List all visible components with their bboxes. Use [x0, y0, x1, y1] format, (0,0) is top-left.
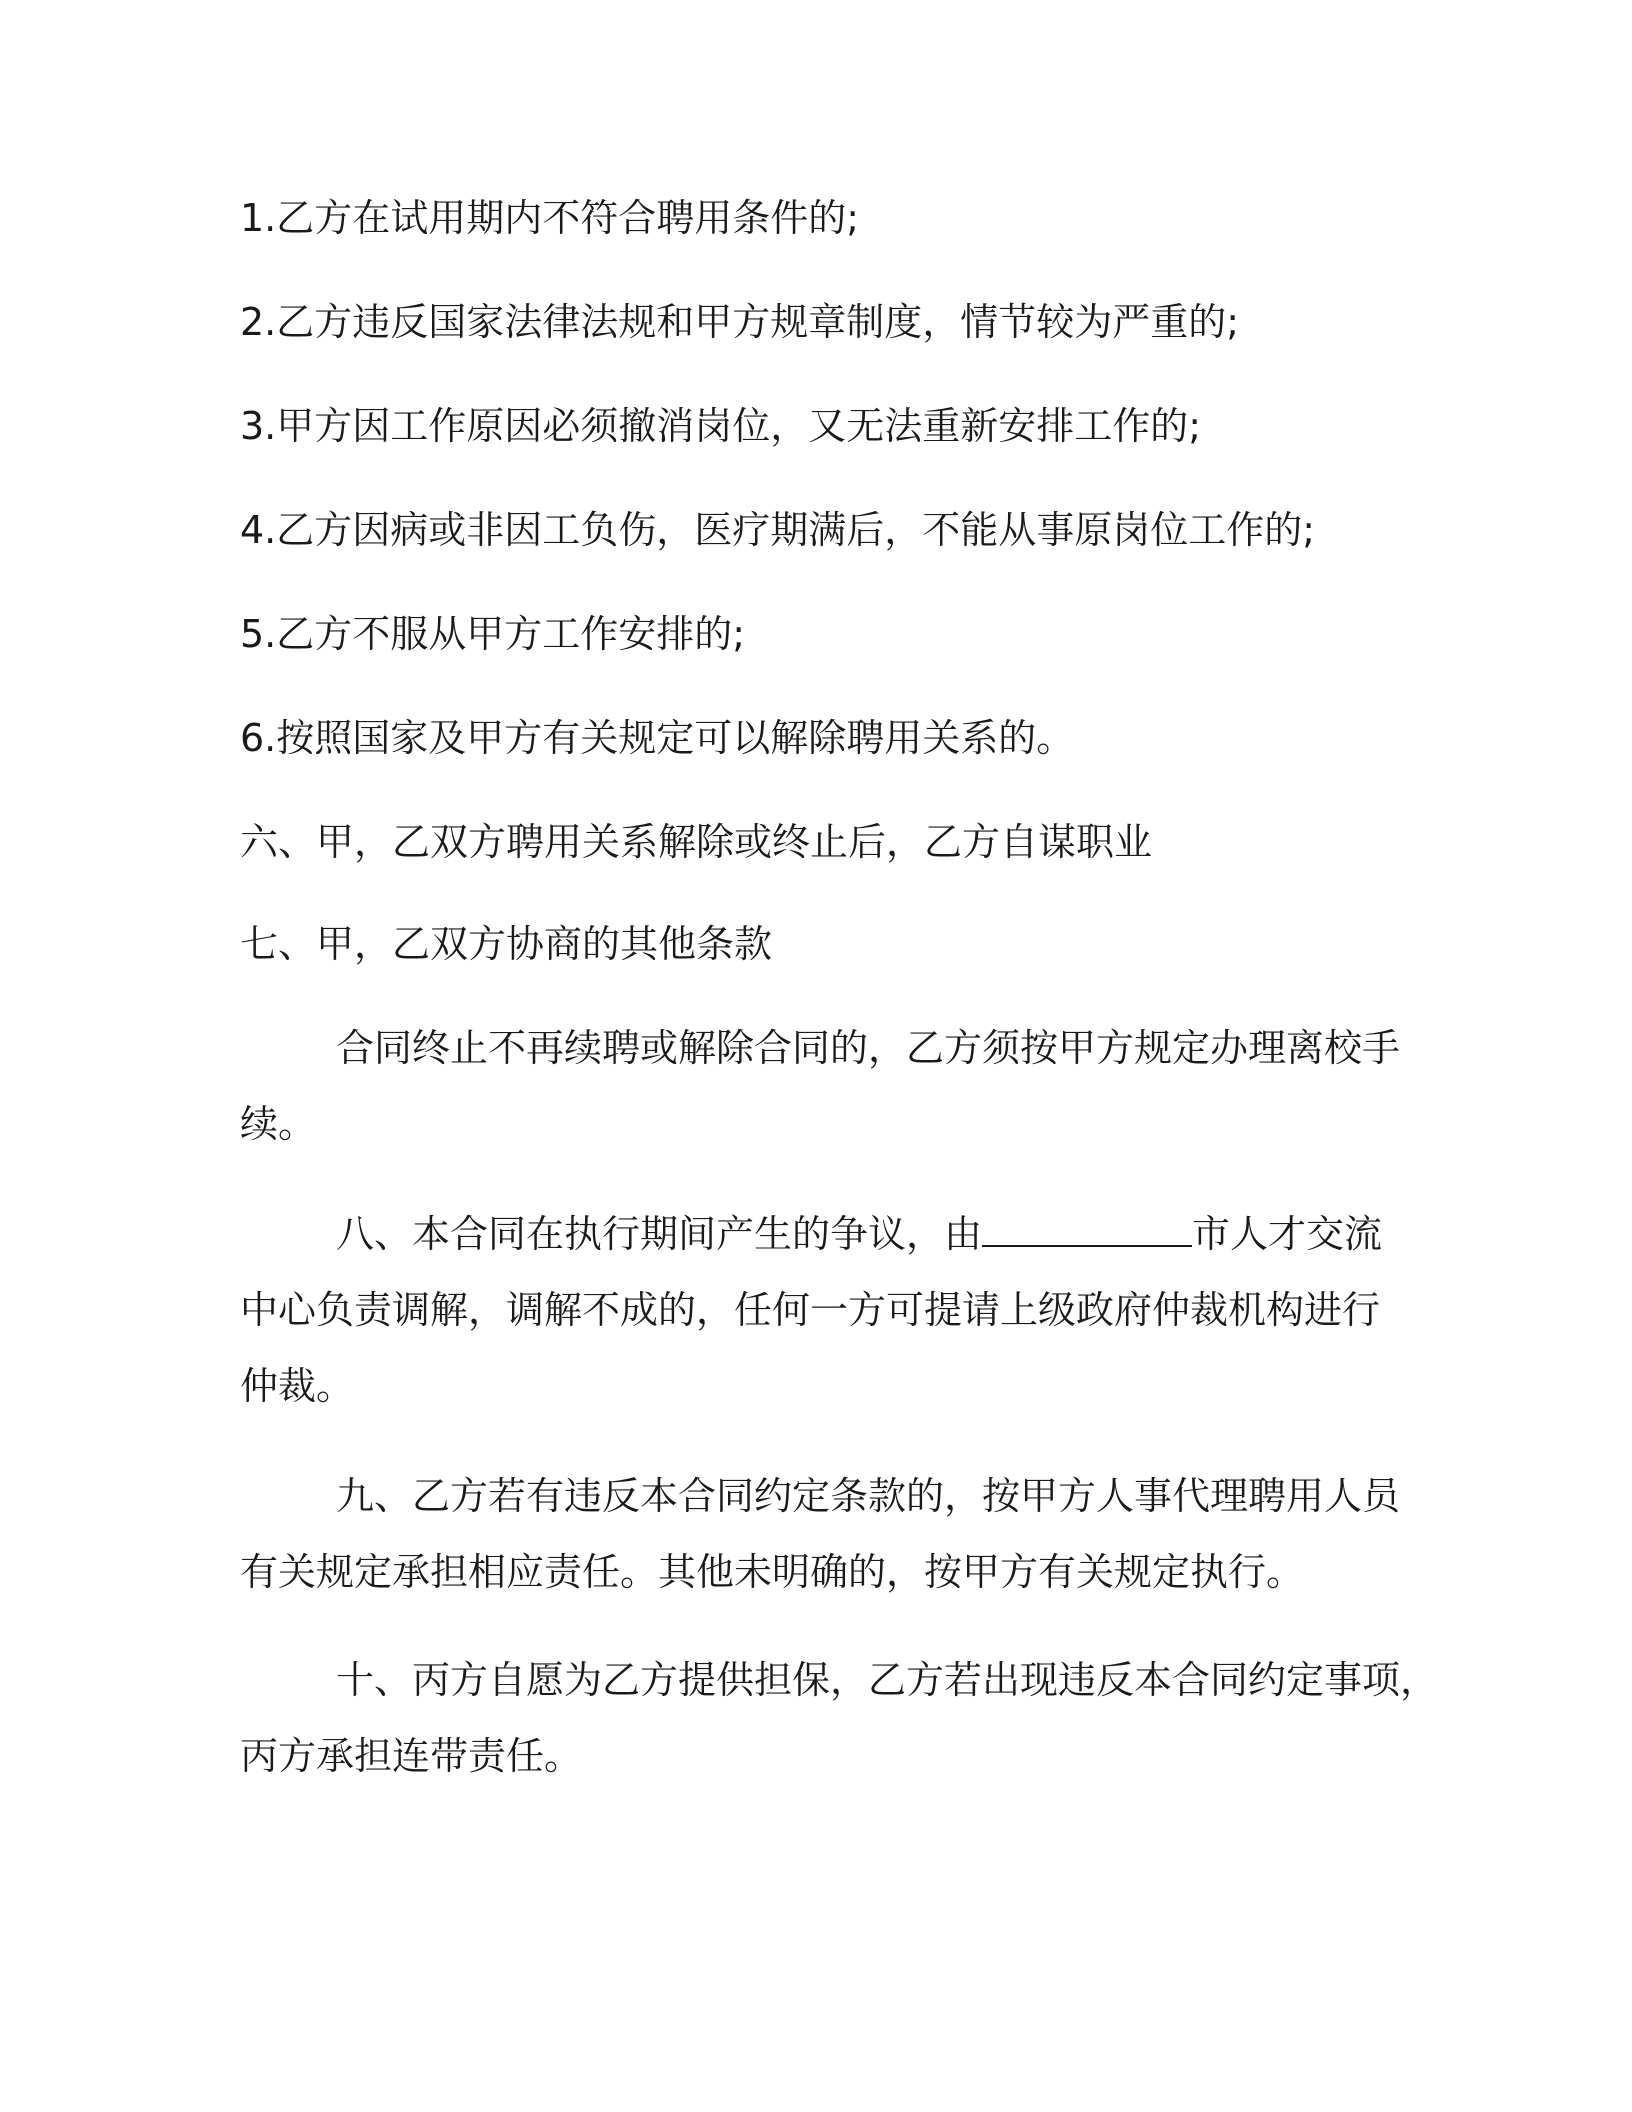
- clause-nine-line-1: 九、乙方若有违反本合同约定条款的，按甲方人事代理聘用人员: [336, 1474, 1401, 1518]
- clause-eight: [240, 1196, 1402, 1424]
- clause-ten-line-1: 十、丙方自愿为乙方提供担保，乙方若出现违反本合同约定事项，: [336, 1658, 1439, 1702]
- clause-item-1: 1.乙方在试用期内不符合聘用条件的;: [240, 196, 860, 240]
- clause-item-4: 4.乙方因病或非因工负伤，医疗期满后，不能从事原岗位工作的;: [240, 508, 1316, 552]
- paragraph-termination-line-1: 合同终止不再续聘或解除合同的，乙方须按甲方规定办理离校手: [336, 1026, 1401, 1070]
- clause-item-2: 2.乙方违反国家法律法规和甲方规章制度，情节较为严重的;: [240, 300, 1240, 344]
- clause-item-5: 5.乙方不服从甲方工作安排的;: [240, 612, 746, 656]
- clause-eight-text-after: 市人才交流: [1192, 1212, 1383, 1256]
- clause-item-3: 3.甲方因工作原因必须撤消岗位，又无法重新安排工作的;: [240, 404, 1202, 448]
- clause-ten-line-2: 丙方承担连带责任。: [240, 1734, 583, 1778]
- clause-seven: 七、甲，乙双方协商的其他条款: [240, 922, 773, 966]
- clause-nine: [240, 1458, 1402, 1610]
- clause-eight-line-2: 中心负责调解，调解不成的，任何一方可提请上级政府仲裁机构进行: [240, 1288, 1381, 1332]
- fill-in-blank: [982, 1211, 1192, 1247]
- clause-six: 六、甲，乙双方聘用关系解除或终止后，乙方自谋职业: [240, 820, 1153, 864]
- clause-eight-text-before: 八、本合同在执行期间产生的争议，由: [336, 1212, 983, 1256]
- clause-ten: [240, 1642, 1439, 1794]
- paragraph-termination-line-2: 续。: [240, 1102, 317, 1146]
- paragraph-termination: [240, 1010, 1402, 1162]
- clause-eight-line-3: 仲裁。: [240, 1364, 355, 1408]
- clause-item-6: 6.按照国家及甲方有关规定可以解除聘用关系的。: [240, 716, 1075, 760]
- clause-eight-line-1: [240, 1196, 1402, 1272]
- clause-nine-line-2: 有关规定承担相应责任。其他未明确的，按甲方有关规定执行。: [240, 1550, 1305, 1594]
